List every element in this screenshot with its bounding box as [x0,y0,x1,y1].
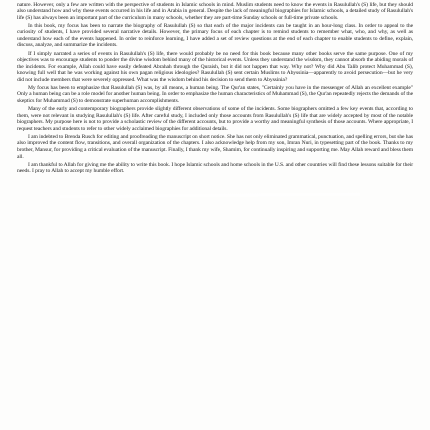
page-crease [60,192,360,200]
paragraph-4: My focus has been to emphasize that Rasulullah (S) was, by all means, a human being. The Qur'an states, "Certainly you have in the messenger of Allah an excellent example" Only a human being can be a role model for another human being. In order to emphasize the human characteristics of Muhammad (S), the Qur'an repeatedly rejects the demands of the skeptics for Muhammad (S) to demonstrate superhuman accomplishments. [17,84,413,104]
paragraph-5: Many of the early and contemporary biographers provide slightly different observations of some of the incidents. Some biographers omitted a few key events that, according to them, were not relevant in studying Rasulullah's (S) life. After careful study, I included only those accounts from Rasulullah's (S) life that are widely accepted by most of the notable biographers. My purpose here is not to provide a scholastic review of the different accounts, but to provide a worthy and meaningful synthesis of those accounts. Where appropriate, I request teachers and students to refer to other widely acclaimed biographies for additional details. [17,106,413,132]
paragraph-1: nature. However, only a few are written with the perspective of students in Islamic schools in mind. Muslim students need to know the events in Rasulullah's (S) life, but they should also understand how and why these events occurred in his life and in Arabia in general. Despite the lack of meaningful biographies for Islamic schools, a detailed study of Rasulullah's life (S) has always been an important part of the curriculum in many schools, whether they are part-time Sunday schools or full-time private schools. [17,1,413,21]
paragraph-7: I am thankful to Allah for giving me the ability to write this book. I hope Islamic schools and home schools in the U.S. and other countries will find these lessons suitable for their needs. I pray to Allah to accept my humble effort. [17,161,413,175]
paragraph-2: In this book, my focus has been to narrate the biography of Rasulullah (S) so that each of the major incidents can be taught in an hour-long class. In order to appeal to the curiosity of students, I have provided several narrative details. However, the primary focus of each chapter is to remind students to remember what, who, and why, as well as understand how each of the events happened. In order to reinforce learning, I have added a set of review questions at the end of each chapter to enable students to define, explain, discuss, analyze, and summarize the incidents. [17,22,413,49]
preface-body [17,0,413,176]
paragraph-3: If I simply narrated a series of events in Rasulullah's (S) life, there would probably be no need for this book because many other books serve the same purpose. One of my objectives was to encourage students to ponder the divine wisdom behind many of the historical events. Unless they understand the wisdom, they cannot absorb the abiding morals of the incidents. For example, Allah could have easily defeated Abrahah through the Quraish, but it did not happen that way. Why not? Why did Abu Talib protect Muhammad (S), knowing full well that he was working against his own pagan religious ideologies? Rasulullah (S) sent certain Muslims to Abyssinia—apparently to avoid persecution—but he very did not include members that were severely oppressed. What was the wisdom behind his decision to send them to Abyssinia? [17,50,413,83]
paragraph-6: I am indebted to Brenda Rusch for editing and proofreading the manuscript on short notice. She has not only eliminated grammatical, punctuation, and spelling errors, but she has also improved the content flow, transitions, and overall organization of the chapters. I also acknowledge help from my son, Imran Nuri, in typesetting part of the book. Thanks to my brother, Mansur, for providing a critical evaluation of the manuscript. Finally, I thank my wife, Shamim, for continually inspiring and supporting me. May Allah reward and bless them all. [17,133,413,160]
